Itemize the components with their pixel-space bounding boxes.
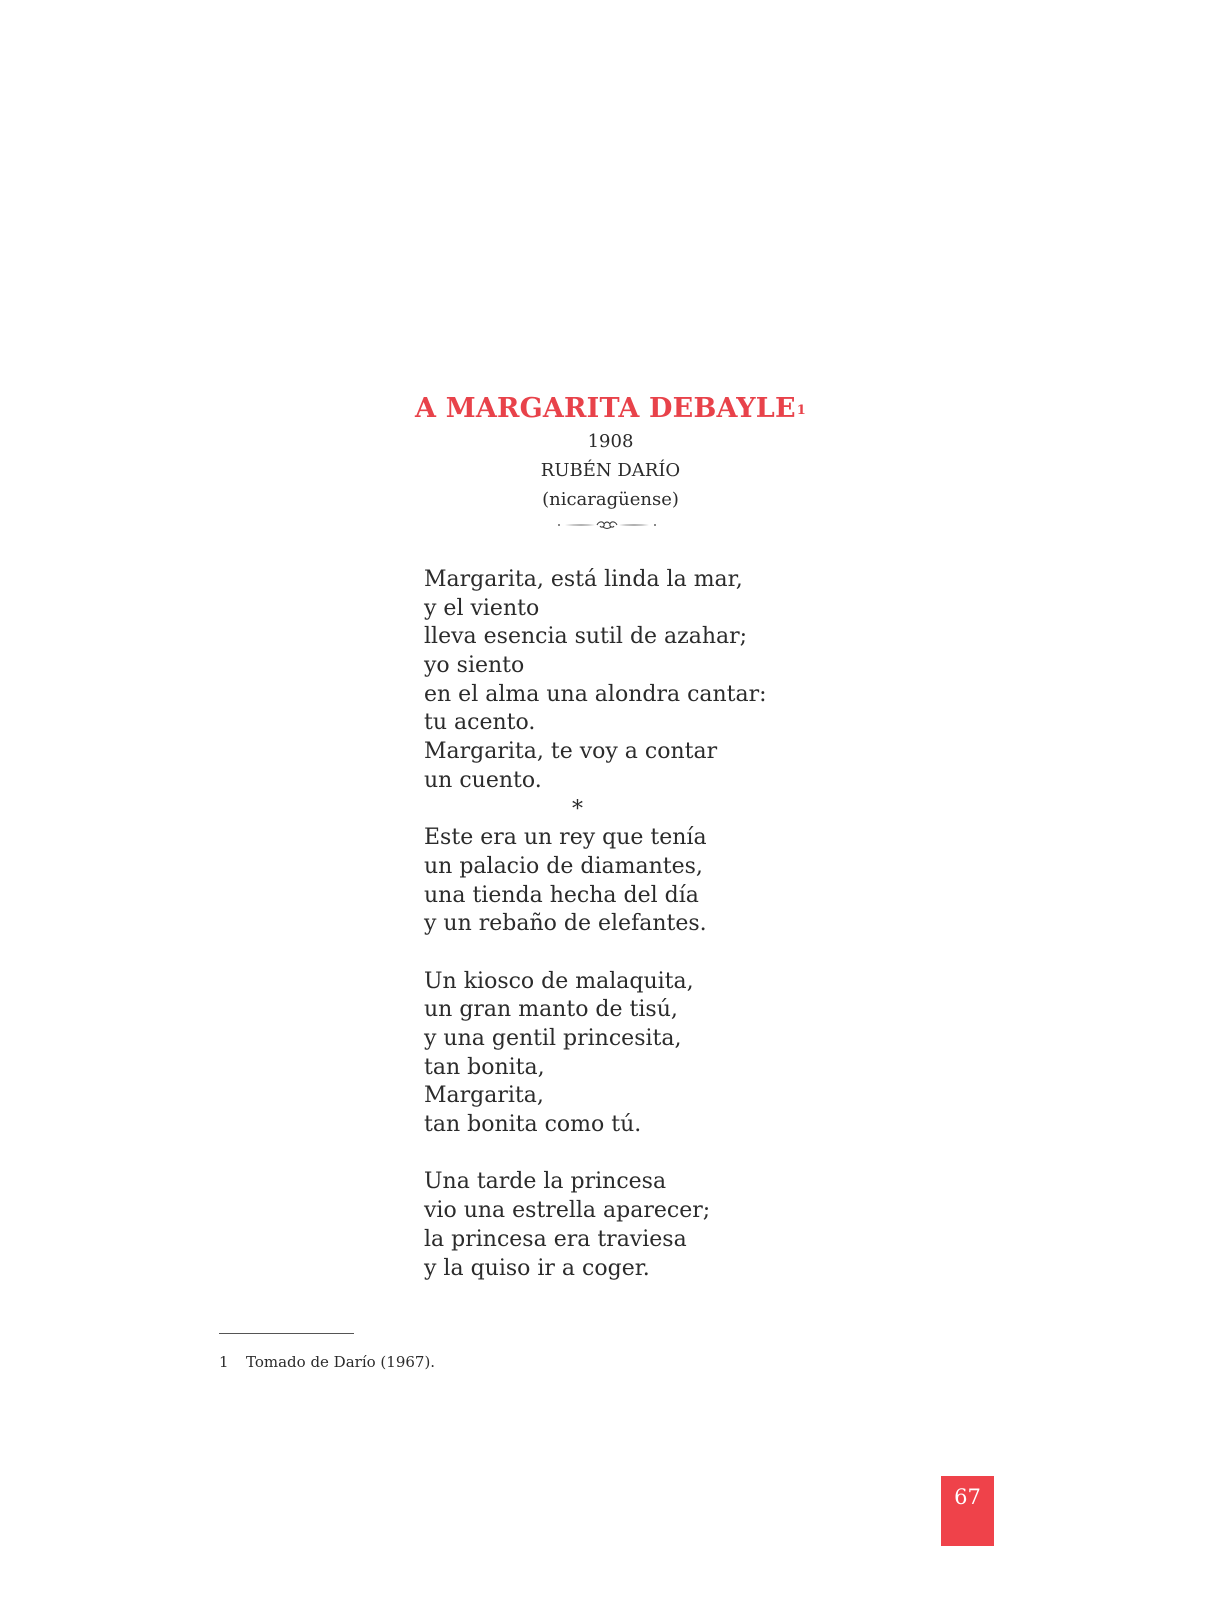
stanza-3: [424, 968, 844, 1140]
poem-line: en el alma una alondra cantar:: [424, 681, 767, 707]
poem-year: 1908: [587, 431, 634, 452]
poem-body: [424, 566, 844, 1283]
poem-line: y la quiso ir a coger.: [424, 1255, 650, 1281]
stanza-gap: [424, 939, 844, 968]
footnote: [219, 1352, 435, 1372]
poem-line: una tienda hecha del día: [424, 882, 699, 908]
poem-line: y un rebaño de elefantes.: [424, 911, 707, 937]
poem-line: Una tarde la princesa: [424, 1169, 667, 1195]
poem-line: la princesa era traviesa: [424, 1226, 687, 1252]
poem-title-text: A MARGARITA DEBAYLE: [415, 393, 796, 424]
stanza-gap: [424, 1140, 844, 1169]
poem-author: RUBÉN DARÍO: [540, 460, 681, 481]
footnote-text: Tomado de Darío (1967).: [246, 1353, 436, 1371]
poem-title: [0, 392, 1221, 426]
footnote-number: 1: [219, 1353, 229, 1371]
poem-line: y el viento: [424, 595, 540, 621]
poem-line: Margarita,: [424, 1083, 544, 1109]
stanza-2: [424, 824, 844, 939]
poem-line: Este era un rey que tenía: [424, 825, 707, 851]
poem-line: tu acento.: [424, 710, 536, 736]
footnote-divider: [219, 1333, 354, 1334]
poem-line: vio una estrella aparecer;: [424, 1198, 711, 1224]
poem-line: lleva esencia sutil de azahar;: [424, 624, 748, 650]
scroll-ornament-icon: [557, 518, 657, 532]
poem-line: Margarita, está linda la mar,: [424, 567, 743, 592]
section-separator: *: [572, 796, 583, 822]
stanza-4: [424, 1168, 844, 1283]
poem-line: tan bonita como tú.: [424, 1112, 642, 1138]
poem-line: un gran manto de tisú,: [424, 997, 678, 1023]
poem-line: un palacio de diamantes,: [424, 853, 703, 879]
page-number-badge: 67: [941, 1476, 994, 1546]
poem-line: tan bonita,: [424, 1054, 545, 1080]
poem-line: Un kiosco de malaquita,: [424, 968, 694, 994]
poem-line: Margarita, te voy a contar: [424, 739, 718, 765]
stanza-1: [424, 566, 844, 796]
poem-line: yo siento: [424, 653, 525, 679]
poem-line: y una gentil princesita,: [424, 1026, 682, 1051]
poem-line: un cuento.: [424, 767, 542, 793]
footnote-marker[interactable]: 1: [796, 403, 806, 418]
author-nationality: (nicaragüense): [542, 489, 679, 510]
